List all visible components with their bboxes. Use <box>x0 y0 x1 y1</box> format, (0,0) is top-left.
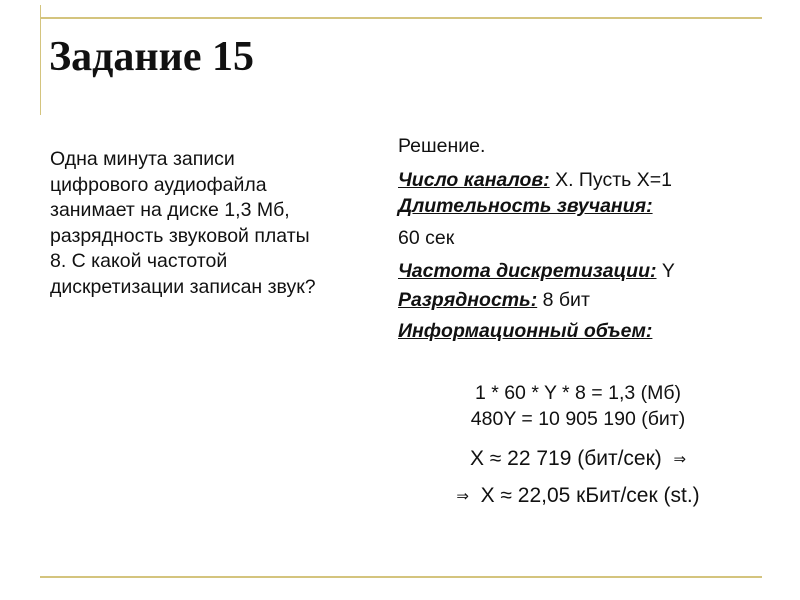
volume-label: Информационный объем: <box>398 320 653 342</box>
depth-label: Разрядность: <box>398 289 538 311</box>
problem-line: Одна минута записи <box>50 148 235 170</box>
solution-heading: Решение. <box>398 135 486 157</box>
calc-line-3-text: X ≈ 22 719 (бит/сек) <box>469 447 662 470</box>
rate-label: Частота дискретизации: <box>398 260 657 282</box>
problem-text <box>50 147 390 300</box>
calc-line-1: 1 * 60 * Y * 8 = 1,3 (Мб) <box>474 382 682 404</box>
frame-top-line <box>40 17 762 19</box>
depth-row <box>398 289 590 312</box>
calc-line-2: 480Y = 10 905 190 (бит) <box>470 408 686 430</box>
channels-value: X. Пусть X=1 <box>549 169 672 191</box>
duration-label <box>398 195 653 218</box>
duration-label-text: Длительность звучания: <box>398 195 653 217</box>
duration-value: 60 сек <box>398 227 455 249</box>
depth-value: 8 бит <box>537 289 590 311</box>
frame-left-line <box>40 5 41 115</box>
rate-row <box>398 260 675 283</box>
problem-line: 8. С какой частотой <box>50 250 228 272</box>
rate-value: Y <box>656 260 675 282</box>
volume-row <box>398 320 652 343</box>
slide-title: Задание 15 <box>49 34 254 80</box>
problem-line: занимает на диске 1,3 Мб, <box>50 199 290 221</box>
problem-line: дискретизации записан звук? <box>50 275 316 298</box>
implies-arrow-icon: ⇒ <box>456 488 469 505</box>
calc-line-3 <box>398 447 758 471</box>
calc-line-4-text: X ≈ 22,05 кБит/сек (st.) <box>480 484 700 507</box>
channels-row <box>398 169 672 192</box>
calc-line-4 <box>398 484 758 508</box>
implies-arrow-icon: ⇒ <box>673 451 687 468</box>
problem-line: разрядность звуковой платы <box>50 224 310 247</box>
frame-bottom-line <box>40 576 762 578</box>
channels-label: Число каналов: <box>398 169 550 191</box>
problem-line: цифрового аудиофайла <box>50 173 267 196</box>
